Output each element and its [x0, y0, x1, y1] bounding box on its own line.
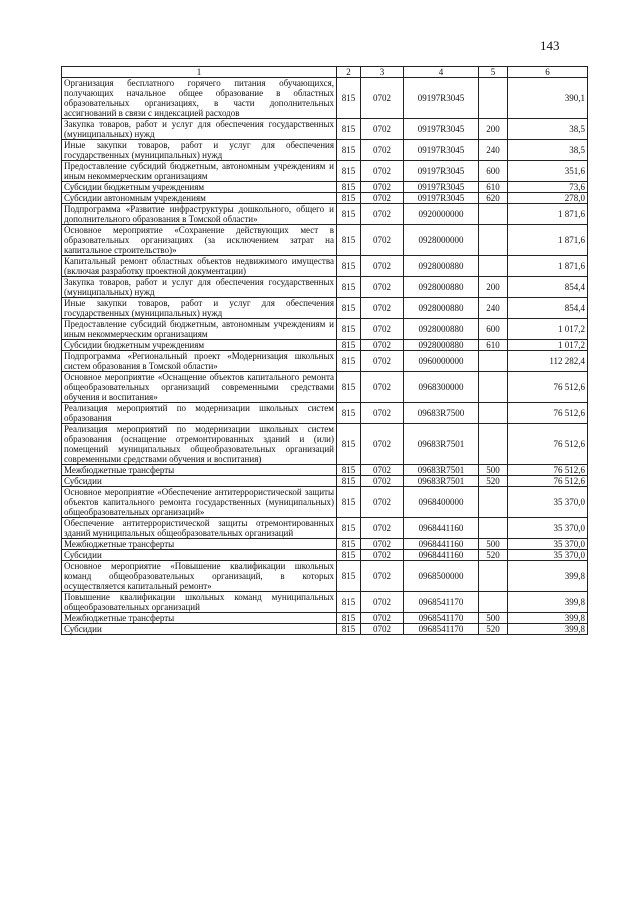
row-name-cell: Капитальный ремонт областных объектов недвижимого имущества (включая разработку проектной документации) [62, 256, 337, 277]
row-name-cell: Организация бесплатного горячего питания обучающихся, получающих начальное общее образование в областных образовательных организациях, в части дополнительных ассигнований в связи с индексацией расходов [62, 78, 337, 119]
row-grbs-cell: 815 [337, 539, 361, 550]
row-amount-cell: 390,1 [508, 78, 588, 119]
row-expense-type-cell: 200 [479, 119, 508, 140]
row-grbs-cell: 815 [337, 193, 361, 204]
row-target-article-cell: 0928000000 [404, 225, 479, 256]
row-grbs-cell: 815 [337, 182, 361, 193]
row-expense-type-cell: 610 [479, 340, 508, 351]
row-amount-cell: 76 512,6 [508, 424, 588, 465]
row-expense-type-cell [479, 225, 508, 256]
row-grbs-cell: 815 [337, 161, 361, 182]
row-section-cell: 0702 [361, 161, 404, 182]
row-target-article-cell: 0928000880 [404, 298, 479, 319]
row-name-cell: Субсидии автономным учреждениям [62, 193, 337, 204]
row-section-cell: 0702 [361, 518, 404, 539]
row-section-cell: 0702 [361, 465, 404, 476]
row-name-cell: Межбюджетные трансферты [62, 613, 337, 624]
row-section-cell: 0702 [361, 78, 404, 119]
table-row [62, 119, 588, 140]
row-grbs-cell: 815 [337, 204, 361, 225]
column-header: 3 [361, 67, 404, 78]
row-name-cell: Субсидии бюджетным учреждениям [62, 182, 337, 193]
row-target-article-cell: 09197R3045 [404, 119, 479, 140]
row-target-article-cell: 09683R7501 [404, 424, 479, 465]
table-row [62, 298, 588, 319]
table-row [62, 487, 588, 518]
row-name-cell: Обеспечение антитеррористической защиты отремонтированных зданий муниципальных общеобразовательных организаций [62, 518, 337, 539]
row-section-cell: 0702 [361, 403, 404, 424]
row-name-cell: Субсидии [62, 476, 337, 487]
row-name-cell: Повышение квалификации школьных команд муниципальных общеобразовательных организаций [62, 592, 337, 613]
row-target-article-cell: 0968400000 [404, 487, 479, 518]
row-target-article-cell: 0968441160 [404, 518, 479, 539]
row-amount-cell: 399,8 [508, 561, 588, 592]
row-grbs-cell: 815 [337, 424, 361, 465]
row-grbs-cell: 815 [337, 225, 361, 256]
row-expense-type-cell [479, 372, 508, 403]
row-section-cell: 0702 [361, 624, 404, 635]
row-amount-cell: 1 017,2 [508, 319, 588, 340]
row-amount-cell: 399,8 [508, 613, 588, 624]
table-row [62, 613, 588, 624]
row-target-article-cell: 0928000880 [404, 319, 479, 340]
column-header: 1 [62, 67, 337, 78]
table-row [62, 204, 588, 225]
table-row [62, 319, 588, 340]
row-expense-type-cell [479, 403, 508, 424]
row-target-article-cell: 09683R7501 [404, 476, 479, 487]
row-section-cell: 0702 [361, 487, 404, 518]
table-row [62, 592, 588, 613]
row-name-cell: Субсидии [62, 624, 337, 635]
row-expense-type-cell [479, 78, 508, 119]
table-row [62, 225, 588, 256]
row-expense-type-cell: 500 [479, 539, 508, 550]
row-name-cell: Межбюджетные трансферты [62, 539, 337, 550]
row-target-article-cell: 09197R3045 [404, 78, 479, 119]
row-grbs-cell: 815 [337, 372, 361, 403]
table-row [62, 277, 588, 298]
row-section-cell: 0702 [361, 256, 404, 277]
row-section-cell: 0702 [361, 372, 404, 403]
table-row [62, 424, 588, 465]
row-grbs-cell: 815 [337, 476, 361, 487]
row-amount-cell: 35 370,0 [508, 487, 588, 518]
row-target-article-cell: 0968441160 [404, 539, 479, 550]
table-row [62, 140, 588, 161]
row-name-cell: Иные закупки товаров, работ и услуг для обеспечения государственных (муниципальных) нужд [62, 298, 337, 319]
row-amount-cell: 38,5 [508, 140, 588, 161]
row-amount-cell: 1 871,6 [508, 256, 588, 277]
row-name-cell: Основное мероприятие «Оснащение объектов капитального ремонта общеобразовательных организаций современными средствами обучения и воспитания» [62, 372, 337, 403]
row-amount-cell: 76 512,6 [508, 372, 588, 403]
row-grbs-cell: 815 [337, 298, 361, 319]
table-row [62, 340, 588, 351]
row-amount-cell: 35 370,0 [508, 518, 588, 539]
row-section-cell: 0702 [361, 592, 404, 613]
row-name-cell: Подпрограмма «Региональный проект «Модернизация школьных систем образования в Томской области» [62, 351, 337, 372]
row-grbs-cell: 815 [337, 119, 361, 140]
row-amount-cell: 35 370,0 [508, 539, 588, 550]
row-expense-type-cell: 600 [479, 319, 508, 340]
table-row [62, 465, 588, 476]
row-name-cell: Субсидии бюджетным учреждениям [62, 340, 337, 351]
row-grbs-cell: 815 [337, 140, 361, 161]
row-section-cell: 0702 [361, 182, 404, 193]
row-target-article-cell: 0968441160 [404, 550, 479, 561]
row-grbs-cell: 815 [337, 624, 361, 635]
row-expense-type-cell [479, 561, 508, 592]
row-amount-cell: 112 282,4 [508, 351, 588, 372]
row-section-cell: 0702 [361, 140, 404, 161]
table-row [62, 351, 588, 372]
row-expense-type-cell: 240 [479, 298, 508, 319]
row-amount-cell: 76 512,6 [508, 403, 588, 424]
row-expense-type-cell [479, 256, 508, 277]
table-row [62, 624, 588, 635]
row-amount-cell: 399,8 [508, 624, 588, 635]
row-name-cell: Закупка товаров, работ и услуг для обеспечения государственных (муниципальных) нужд [62, 277, 337, 298]
row-amount-cell: 351,6 [508, 161, 588, 182]
table-row [62, 372, 588, 403]
row-section-cell: 0702 [361, 119, 404, 140]
row-section-cell: 0702 [361, 298, 404, 319]
row-target-article-cell: 0920000000 [404, 204, 479, 225]
row-grbs-cell: 815 [337, 613, 361, 624]
row-target-article-cell: 0928000880 [404, 340, 479, 351]
row-grbs-cell: 815 [337, 518, 361, 539]
row-amount-cell: 38,5 [508, 119, 588, 140]
row-target-article-cell: 0960000000 [404, 351, 479, 372]
row-expense-type-cell: 600 [479, 161, 508, 182]
row-expense-type-cell: 500 [479, 465, 508, 476]
table-row [62, 161, 588, 182]
row-target-article-cell: 09197R3045 [404, 182, 479, 193]
table-row [62, 403, 588, 424]
row-amount-cell: 1 871,6 [508, 225, 588, 256]
row-section-cell: 0702 [361, 277, 404, 298]
row-section-cell: 0702 [361, 204, 404, 225]
row-name-cell: Предоставление субсидий бюджетным, автономным учреждениям и иным некоммерческим организациям [62, 161, 337, 182]
row-grbs-cell: 815 [337, 340, 361, 351]
row-amount-cell: 1 871,6 [508, 204, 588, 225]
row-grbs-cell: 815 [337, 277, 361, 298]
row-expense-type-cell [479, 424, 508, 465]
row-amount-cell: 76 512,6 [508, 465, 588, 476]
row-target-article-cell: 0968500000 [404, 561, 479, 592]
row-target-article-cell: 0928000880 [404, 277, 479, 298]
row-grbs-cell: 815 [337, 351, 361, 372]
budget-table-body [62, 67, 588, 635]
row-expense-type-cell: 620 [479, 193, 508, 204]
row-section-cell: 0702 [361, 340, 404, 351]
row-grbs-cell: 815 [337, 592, 361, 613]
row-section-cell: 0702 [361, 225, 404, 256]
page-number: 143 [540, 38, 560, 53]
row-expense-type-cell: 610 [479, 182, 508, 193]
row-amount-cell: 73,6 [508, 182, 588, 193]
column-header: 6 [508, 67, 588, 78]
row-name-cell: Реализация мероприятий по модернизации школьных систем образования (оснащение отремонтированных зданий и (или) помещений муниципальных общеобразовательных организаций современными средствами обучения и воспитания) [62, 424, 337, 465]
row-name-cell: Субсидии [62, 550, 337, 561]
header-row [62, 67, 588, 78]
row-grbs-cell: 815 [337, 78, 361, 119]
row-expense-type-cell: 520 [479, 550, 508, 561]
row-target-article-cell: 0928000880 [404, 256, 479, 277]
row-name-cell: Межбюджетные трансферты [62, 465, 337, 476]
row-expense-type-cell: 240 [479, 140, 508, 161]
row-target-article-cell: 0968541170 [404, 613, 479, 624]
table-row [62, 193, 588, 204]
row-name-cell: Закупка товаров, работ и услуг для обеспечения государственных (муниципальных) нужд [62, 119, 337, 140]
row-name-cell: Основное мероприятие «Повышение квалификации школьных команд общеобразовательных организаций, в которых осуществляется капитальный ремонт» [62, 561, 337, 592]
row-section-cell: 0702 [361, 476, 404, 487]
table-row [62, 78, 588, 119]
row-amount-cell: 399,8 [508, 592, 588, 613]
row-grbs-cell: 815 [337, 465, 361, 476]
row-section-cell: 0702 [361, 193, 404, 204]
row-expense-type-cell: 500 [479, 613, 508, 624]
row-target-article-cell: 09197R3045 [404, 161, 479, 182]
row-name-cell: Основное мероприятие «Сохранение действующих мест в образовательных организациях (за исключением затрат на капитальное строительство)» [62, 225, 337, 256]
row-expense-type-cell: 200 [479, 277, 508, 298]
row-section-cell: 0702 [361, 424, 404, 465]
row-section-cell: 0702 [361, 539, 404, 550]
row-name-cell: Иные закупки товаров, работ и услуг для обеспечения государственных (муниципальных) нужд [62, 140, 337, 161]
row-amount-cell: 854,4 [508, 277, 588, 298]
column-header: 2 [337, 67, 361, 78]
table-row [62, 550, 588, 561]
row-grbs-cell: 815 [337, 319, 361, 340]
row-expense-type-cell: 520 [479, 476, 508, 487]
row-expense-type-cell [479, 204, 508, 225]
table-row [62, 539, 588, 550]
row-target-article-cell: 09197R3045 [404, 140, 479, 161]
row-expense-type-cell: 520 [479, 624, 508, 635]
row-section-cell: 0702 [361, 550, 404, 561]
row-amount-cell: 35 370,0 [508, 550, 588, 561]
column-header: 4 [404, 67, 479, 78]
table-row [62, 182, 588, 193]
table-row [62, 256, 588, 277]
row-target-article-cell: 0968300000 [404, 372, 479, 403]
row-target-article-cell: 09197R3045 [404, 193, 479, 204]
row-grbs-cell: 815 [337, 256, 361, 277]
row-section-cell: 0702 [361, 613, 404, 624]
row-expense-type-cell [479, 351, 508, 372]
row-name-cell: Предоставление субсидий бюджетным, автономным учреждениям и иным некоммерческим организациям [62, 319, 337, 340]
row-expense-type-cell [479, 592, 508, 613]
row-expense-type-cell [479, 518, 508, 539]
row-grbs-cell: 815 [337, 550, 361, 561]
table-row [62, 518, 588, 539]
row-target-article-cell: 0968541170 [404, 592, 479, 613]
row-expense-type-cell [479, 487, 508, 518]
row-name-cell: Основное мероприятие «Обеспечение антитеррористической защиты объектов капитального ремонта государственных (муниципальных) общеобразовательных организаций» [62, 487, 337, 518]
row-amount-cell: 76 512,6 [508, 476, 588, 487]
table-row [62, 561, 588, 592]
row-grbs-cell: 815 [337, 403, 361, 424]
row-amount-cell: 278,0 [508, 193, 588, 204]
row-grbs-cell: 815 [337, 561, 361, 592]
row-target-article-cell: 0968541170 [404, 624, 479, 635]
row-grbs-cell: 815 [337, 487, 361, 518]
budget-table [61, 66, 588, 635]
row-target-article-cell: 09683R7500 [404, 403, 479, 424]
row-section-cell: 0702 [361, 561, 404, 592]
row-target-article-cell: 09683R7501 [404, 465, 479, 476]
row-name-cell: Подпрограмма «Развитие инфраструктуры дошкольного, общего и дополнительного образования в Томской области» [62, 204, 337, 225]
column-header: 5 [479, 67, 508, 78]
row-amount-cell: 1 017,2 [508, 340, 588, 351]
row-section-cell: 0702 [361, 351, 404, 372]
row-name-cell: Реализация мероприятий по модернизации школьных систем образования [62, 403, 337, 424]
row-section-cell: 0702 [361, 319, 404, 340]
table-row [62, 476, 588, 487]
row-amount-cell: 854,4 [508, 298, 588, 319]
